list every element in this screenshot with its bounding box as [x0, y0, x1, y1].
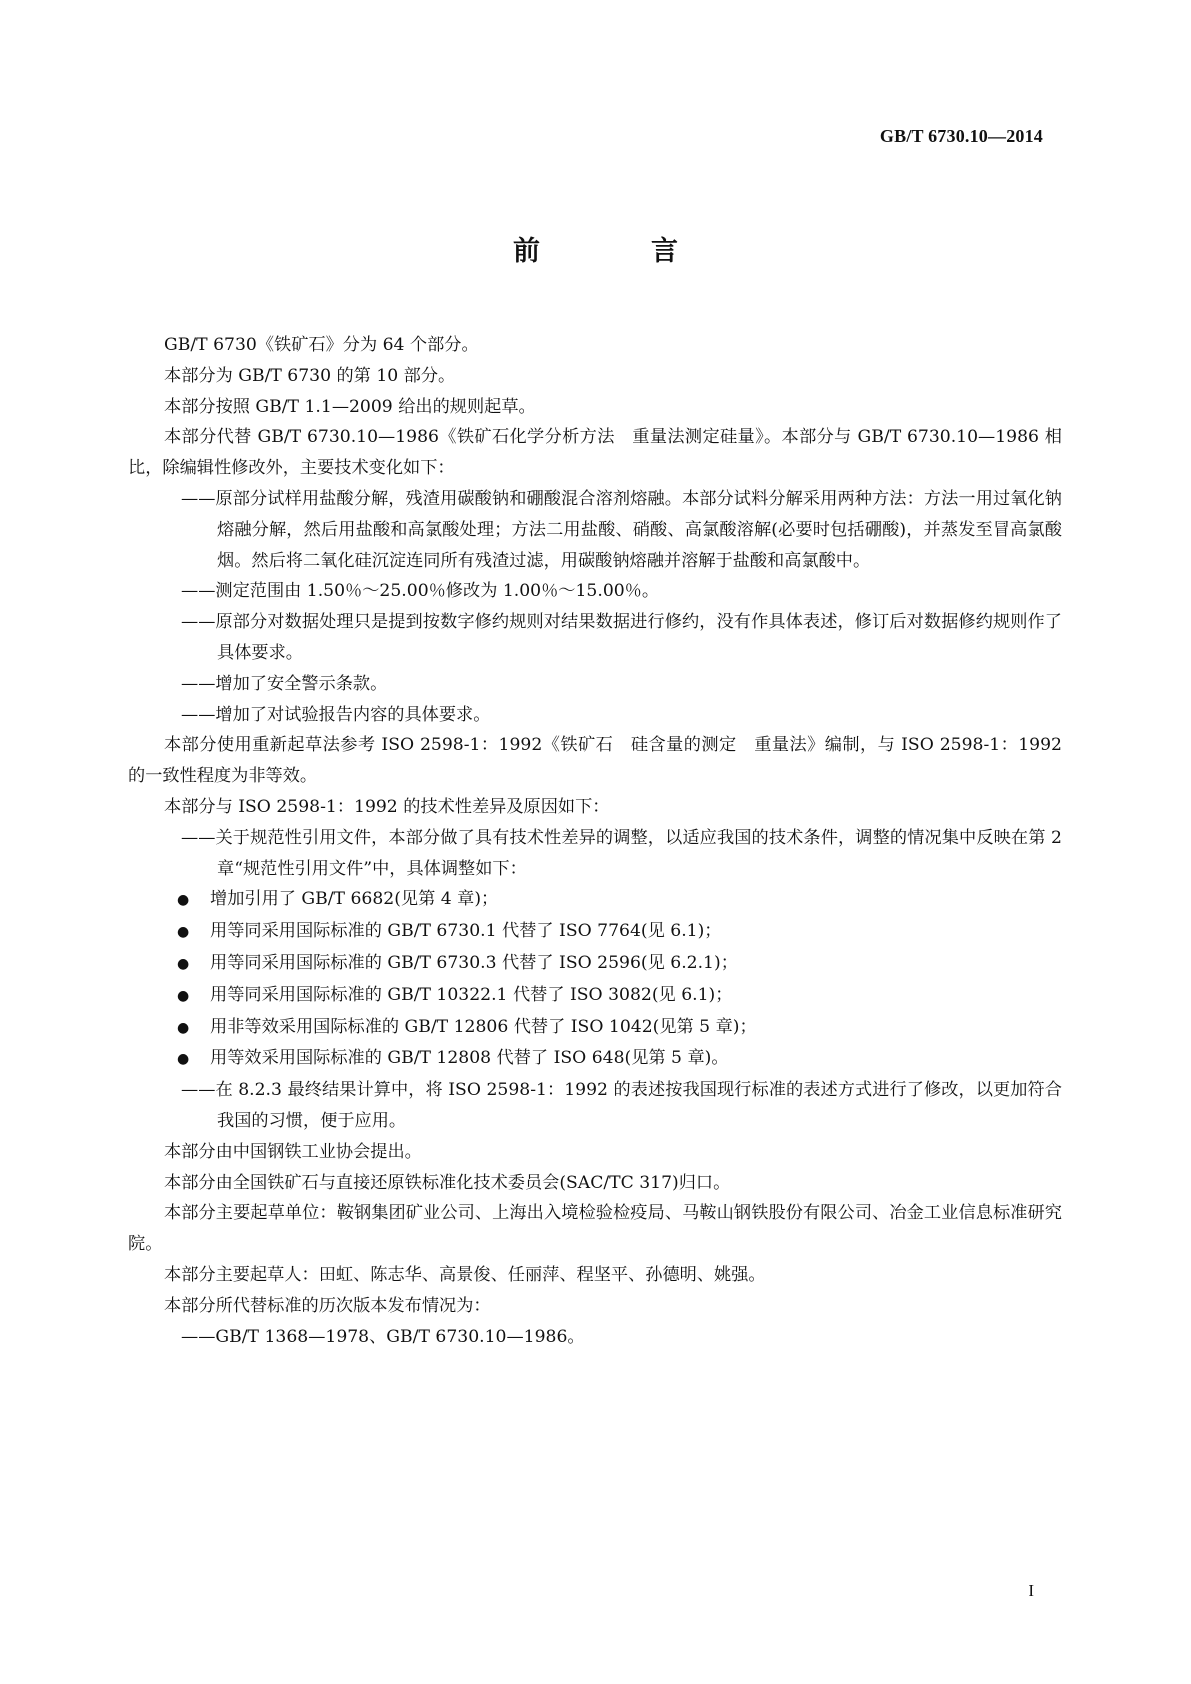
- bullet-icon: ●: [177, 924, 190, 941]
- paragraph: 本部分为 GB/T 6730 的第 10 部分。: [164, 365, 456, 386]
- bullet-item: [177, 980, 1062, 1012]
- bullet-text: 用非等效采用国际标准的 GB/T 12806 代替了 ISO 1042(见第 5 章)；: [210, 1016, 757, 1037]
- paragraph: 本部分代替 GB/T 6730.10—1986《铁矿石化学分析方法 重量法测定硅量》。本部分与 GB/T 6730.10—1986 相比，除编辑性修改外，主要技术变化如下：: [128, 427, 1062, 479]
- dash-item: ——在 8.2.3 最终结果计算中，将 ISO 2598-1：1992 的表述按我国现行标准的表述方式进行了修改，以更加符合我国的习惯，便于应用。: [181, 1080, 1062, 1131]
- foreword-body: [128, 330, 1062, 1352]
- dash-item: ——增加了对试验报告内容的具体要求。: [181, 704, 491, 725]
- dash-item: ——增加了安全警示条款。: [181, 673, 388, 694]
- dash-item: ——GB/T 1368—1978、GB/T 6730.10—1986。: [181, 1326, 585, 1347]
- paragraph: 本部分由全国铁矿石与直接还原铁标准化技术委员会(SAC/TC 317)归口。: [164, 1172, 731, 1193]
- bullet-icon: ●: [177, 955, 190, 972]
- bullet-item: [177, 1043, 1062, 1075]
- bullet-text: 用等同采用国际标准的 GB/T 6730.3 代替了 ISO 2596(见 6.2.1)；: [210, 952, 738, 973]
- dash-item: ——原部分试样用盐酸分解，残渣用碳酸钠和硼酸混合溶剂熔融。本部分试料分解采用两种方法：方法一用过氧化钠熔融分解，然后用盐酸和高氯酸处理；方法二用盐酸、硝酸、高氯酸溶解(必要时包括硼酸)，并蒸发至冒高氯酸烟。然后将二氧化硅沉淀连同所有残渣过滤，用碳酸钠熔融并溶解于盐酸和高氯酸中。: [181, 488, 1062, 571]
- paragraph: 本部分由中国钢铁工业协会提出。: [164, 1141, 422, 1162]
- bullet-icon: ●: [177, 1051, 190, 1068]
- dash-item: ——关于规范性引用文件，本部分做了具有技术性差异的调整，以适应我国的技术条件，调整的情况集中反映在第 2 章“规范性引用文件”中，具体调整如下：: [181, 827, 1062, 879]
- bullet-text: 增加引用了 GB/T 6682(见第 4 章)；: [210, 889, 499, 910]
- paragraph: GB/T 6730《铁矿石》分为 64 个部分。: [164, 335, 479, 355]
- dash-item: ——原部分对数据处理只是提到按数字修约规则对结果数据进行修约，没有作具体表述，修订后对数据修约规则作了具体要求。: [181, 612, 1062, 663]
- paragraph: 本部分主要起草人：田虹、陈志华、高景俊、任丽萍、程坚平、孙德明、姚强。: [164, 1264, 766, 1285]
- bullet-text: 用等同采用国际标准的 GB/T 6730.1 代替了 ISO 7764(见 6.1)；: [210, 921, 722, 942]
- bullet-icon: ●: [177, 892, 190, 909]
- bullet-text: 用等效采用国际标准的 GB/T 12808 代替了 ISO 648(见第 5 章)。: [210, 1048, 729, 1069]
- bullet-text: 用等同采用国际标准的 GB/T 10322.1 代替了 ISO 3082(见 6.1)；: [210, 984, 733, 1005]
- bullet-icon: ●: [177, 987, 190, 1004]
- bullet-item: [177, 1012, 1062, 1044]
- page-number: I: [1028, 1581, 1034, 1600]
- bullet-item: [177, 948, 1062, 980]
- paragraph: 本部分按照 GB/T 1.1—2009 给出的规则起草。: [164, 396, 536, 417]
- paragraph: 本部分与 ISO 2598-1：1992 的技术性差异及原因如下：: [164, 796, 610, 817]
- paragraph: 本部分所代替标准的历次版本发布情况为：: [164, 1295, 491, 1316]
- paragraph: 本部分使用重新起草法参考 ISO 2598-1：1992《铁矿石 硅含量的测定 重量法》编制，与 ISO 2598-1：1992 的一致性程度为非等效。: [128, 735, 1062, 787]
- bullet-item: [177, 916, 1062, 948]
- bullet-icon: ●: [177, 1019, 190, 1036]
- paragraph: 本部分主要起草单位：鞍钢集团矿业公司、上海出入境检验检疫局、马鞍山钢铁股份有限公司、冶金工业信息标准研究院。: [128, 1203, 1062, 1255]
- dash-item: ——测定范围由 1.50％～25.00％修改为 1.00％～15.00％。: [181, 581, 660, 602]
- bullet-item: [177, 884, 1062, 916]
- standard-code: GB/T 6730.10—2014: [879, 126, 1043, 146]
- page-title: 前 言: [513, 236, 720, 267]
